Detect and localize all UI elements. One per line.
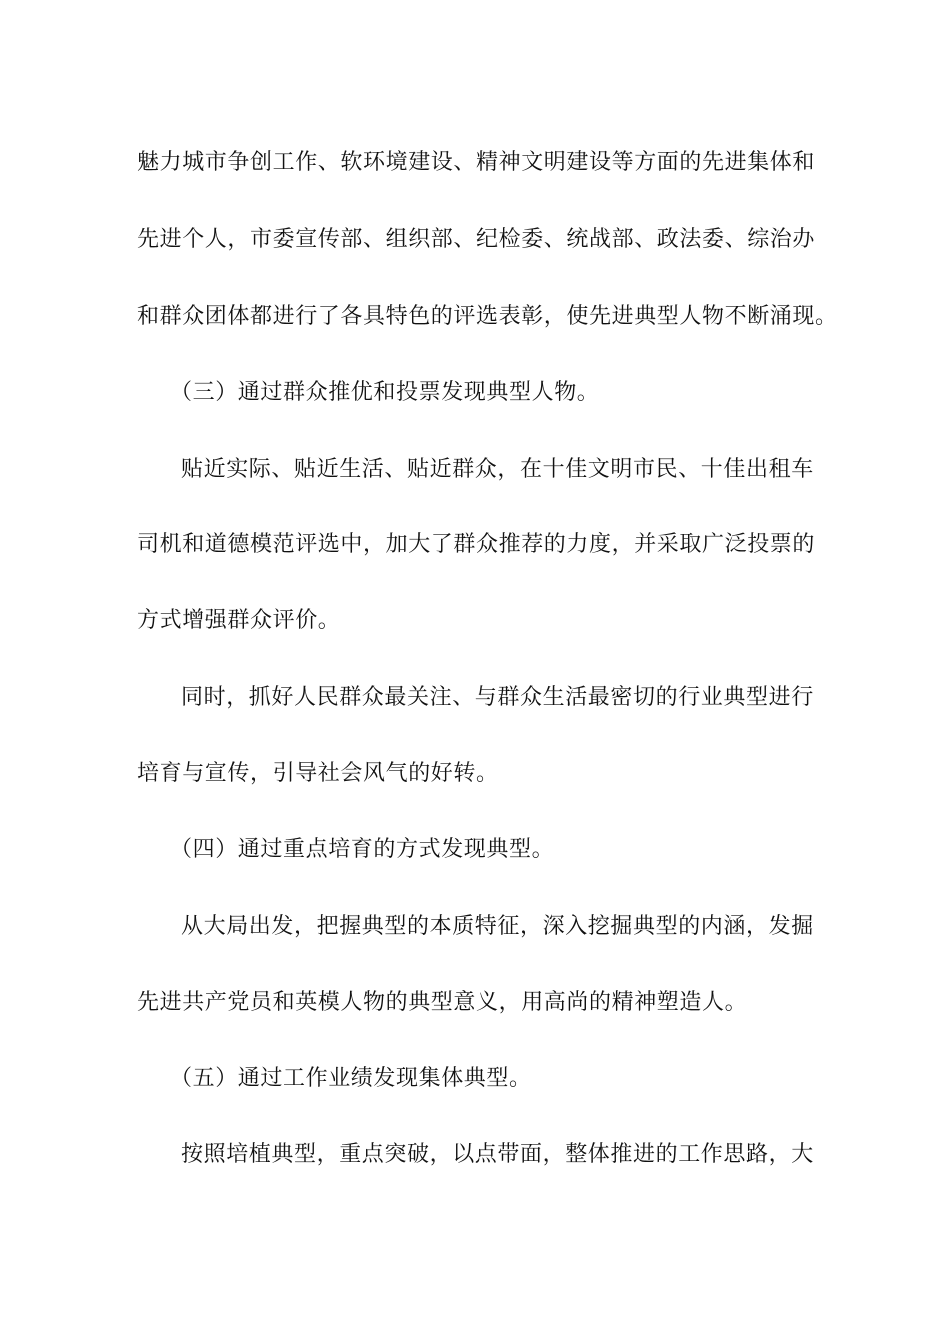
paragraph-line: 方式增强群众评价。 bbox=[137, 608, 341, 633]
section-heading-5: （五）通过工作业绩发现集体典型。 bbox=[170, 1066, 532, 1091]
paragraph-line: 贴近实际、贴近生活、贴近群众，在十佳文明市民、十佳出租车 bbox=[181, 457, 814, 482]
paragraph-line: 从大局出发，把握典型的本质特征，深入挖掘典型的内涵，发掘 bbox=[181, 914, 814, 939]
paragraph-line: 司机和道德模范评选中，加大了群众推荐的力度，并采取广泛投票的 bbox=[137, 532, 816, 557]
paragraph-line: 按照培植典型，重点突破，以点带面，整体推进的工作思路，大 bbox=[181, 1142, 814, 1167]
paragraph-line: 培育与宣传，引导社会风气的好转。 bbox=[137, 761, 499, 786]
paragraph-line: 和群众团体都进行了各具特色的评选表彰，使先进典型人物不断涌现。 bbox=[137, 304, 838, 329]
paragraph-line: 同时，抓好人民群众最关注、与群众生活最密切的行业典型进行 bbox=[181, 685, 814, 710]
section-heading-3: （三）通过群众推优和投票发现典型人物。 bbox=[170, 380, 600, 405]
section-heading-4: （四）通过重点培育的方式发现典型。 bbox=[170, 837, 555, 862]
paragraph-line: 魅力城市争创工作、软环境建设、精神文明建设等方面的先进集体和 bbox=[137, 150, 816, 175]
paragraph-line: 先进共产党员和英模人物的典型意义，用高尚的精神塑造人。 bbox=[137, 990, 748, 1015]
paragraph-line: 先进个人，市委宣传部、组织部、纪检委、统战部、政法委、综治办 bbox=[137, 227, 816, 252]
